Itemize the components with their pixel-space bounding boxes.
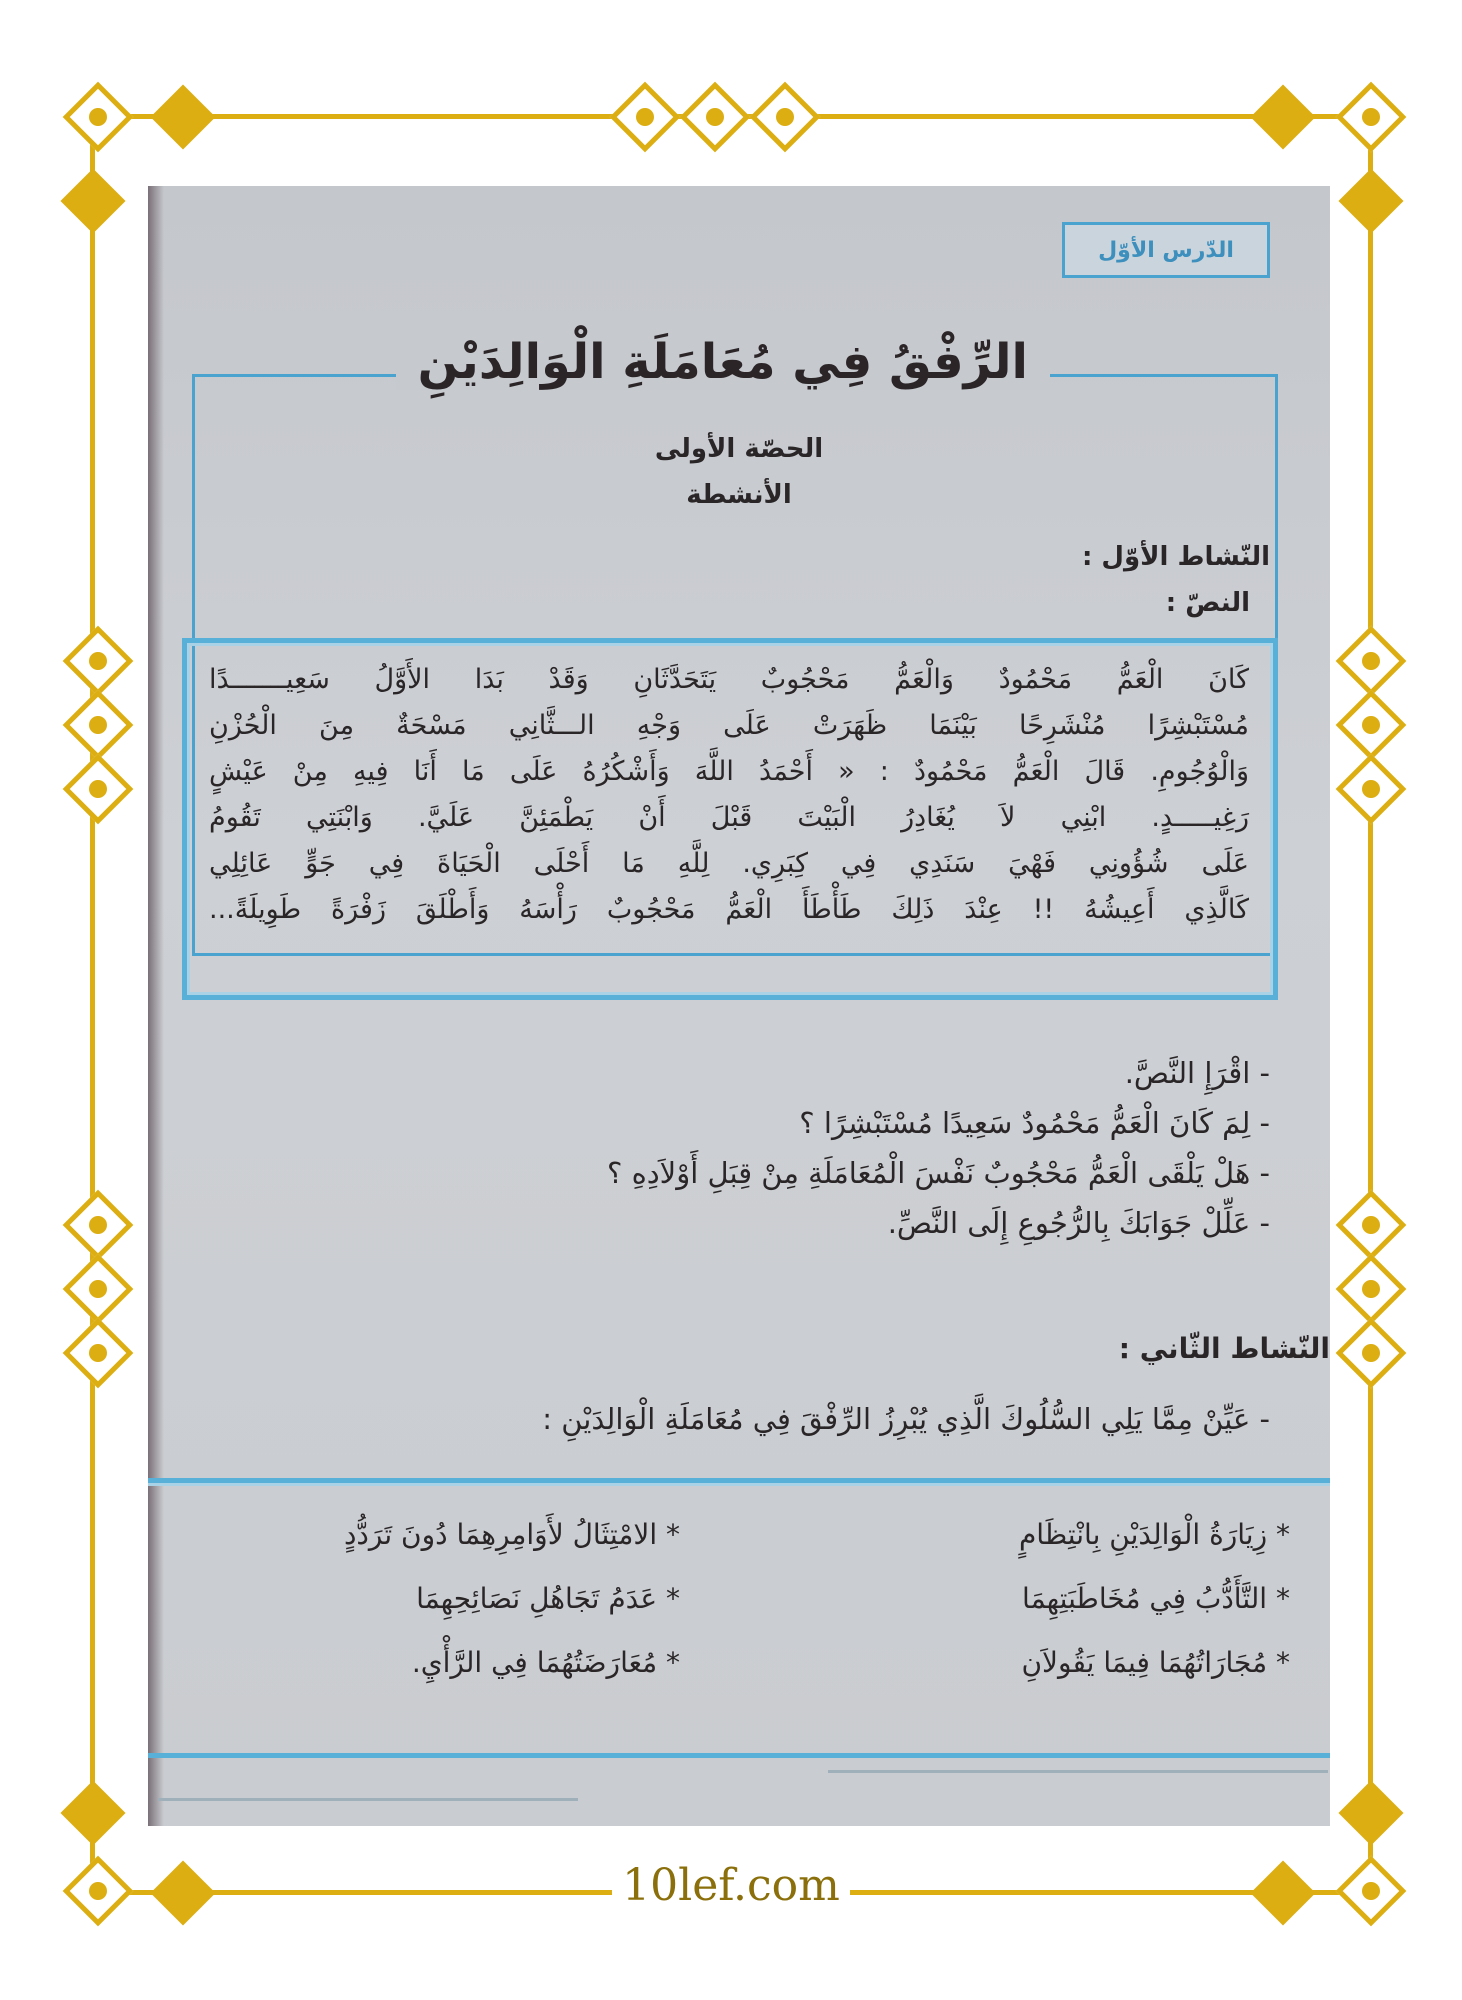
text-label: النصّ :: [1165, 588, 1250, 618]
question-item: - عَلِّلْ جَوَابَكَ بِالرُّجُوعِ إِلَى النَّصِّ.: [887, 1206, 1270, 1240]
frame-ornament-icon: [63, 626, 134, 697]
passage-line: عَلَى شُؤُونِي فَهْيَ سَنَدِي فِي كِبَرِي. لِلَّهِ مَا أَحْلَى الْحَيَاةَ فِي جَوٍّ عَائِلِي: [209, 848, 1249, 879]
question-item: - هَلْ يَلْقَى الْعَمُّ مَحْجُوبٌ نَفْسَ الْمُعَامَلَةِ مِنْ قِبَلِ أَوْلاَدِهِ ؟: [606, 1156, 1270, 1190]
frame-diamond-icon: [1250, 84, 1315, 149]
frame-ornament-icon: [63, 1318, 134, 1389]
site-watermark-text: 10lef.com: [612, 1860, 850, 1911]
session-label: الحصّة الأولى: [654, 434, 824, 464]
lesson-title: الرِّفْقُ فِي مُعَامَلَةِ الْوَالِدَيْنِ: [396, 334, 1050, 390]
frame-diamond-icon: [150, 84, 215, 149]
frame-ornament-icon: [63, 1190, 134, 1261]
behavior-item: * التَّأَدُّبُ فِي مُخَاطَبَتِهِمَا: [1022, 1582, 1290, 1615]
frame-diamond-icon: [60, 1780, 125, 1845]
frame-diamond-icon: [1338, 1780, 1403, 1845]
behavior-item: * الامْتِثَالُ لأَوَامِرِهِمَا دُونَ تَرَدُّدٍ: [343, 1518, 680, 1551]
textbook-page: [148, 186, 1330, 1826]
question-item: - اقْرَإِ النَّصَّ.: [1124, 1056, 1270, 1090]
frame-diamond-icon: [1338, 168, 1403, 233]
passage-line: كَالَّذِي أَعِيشُهُ !! عِنْدَ ذَلِكَ طَأْطَأَ الْعَمُّ مَحْجُوبٌ رَأْسَهُ وَأَطْلَقَ زَفْرَةً طَوِيلَةً...: [209, 894, 1249, 925]
behavior-item: * عَدَمُ تَجَاهُلِ نَصَائِحِهِمَا: [416, 1582, 680, 1615]
behaviors-box: [148, 1478, 1330, 1758]
passage-line: وَالْوُجُومِ. قَالَ الْعَمُّ مَحْمُودٌ : « أَحْمَدُ اللَّهَ وَأَشْكُرُهُ عَلَى مَا أَنَا فِيهِ مِنْ عَيْشٍ: [209, 756, 1249, 787]
lesson-tag-label: الدّرس الأوّل: [1098, 237, 1234, 263]
frame-ornament-icon: [63, 1254, 134, 1325]
frame-ornament-icon: [1336, 1318, 1407, 1389]
behaviors-left-column: [160, 1503, 680, 1695]
passage-box: [182, 638, 1278, 1000]
passage-line: كَانَ الْعَمُّ مَحْمُودٌ وَالْعَمُّ مَحْجُوبٌ يَتَحَدَّثَانِ وَقَدْ بَدَا الأَوَّلُ سَعِيـــــــدًا: [209, 664, 1249, 695]
frame-diamond-icon: [60, 168, 125, 233]
behavior-item: * مُعَارَضَتُهُمَا فِي الرَّأْيِ.: [411, 1646, 680, 1679]
site-watermark: [0, 1860, 1462, 1911]
frame-ornament-icon: [1336, 626, 1407, 697]
passage-line: مُسْتَبْشِرًا مُنْشَرِحًا بَيْنَمَا ظَهَرَتْ عَلَى وَجْهِ الـــثَّانِي مَسْحَةٌ مِنَ الْحُزْنِ: [209, 710, 1249, 741]
divider: [828, 1770, 1328, 1773]
frame-ornament-icon: [1336, 82, 1407, 153]
frame-ornament-icon: [1336, 1254, 1407, 1325]
question-list: [270, 1048, 1270, 1248]
frame-ornament-icon: [750, 82, 821, 153]
frame-ornament-icon: [680, 82, 751, 153]
frame-ornament-icon: [1336, 1190, 1407, 1261]
frame-ornament-icon: [63, 690, 134, 761]
behavior-item: * مُجَارَاتُهُمَا فِيمَا يَقُولاَنِ: [1021, 1646, 1290, 1679]
activity-two-instruction: - عَيِّنْ مِمَّا يَلِي السُّلُوكَ الَّذِي يُبْرِزُ الرِّفْقَ فِي مُعَامَلَةِ الْوَالِدَيْنِ :: [542, 1402, 1270, 1436]
lesson-tag: [1062, 222, 1270, 278]
frame-ornament-icon: [1336, 690, 1407, 761]
activity-one-label: النّشاط الأوّل :: [1081, 542, 1270, 572]
divider: [158, 1798, 578, 1801]
passage-line: رَغِيـــــدٍ. ابْنِي لاَ يُغَادِرُ الْبَيْتَ قَبْلَ أَنْ يَطْمَئِنَّ عَلَيَّ. وَابْنَتِي تَقُومُ: [209, 802, 1249, 833]
behaviors-right-column: [770, 1503, 1290, 1695]
question-item: - لِمَ كَانَ الْعَمُّ مَحْمُودٌ سَعِيدًا مُسْتَبْشِرًا ؟: [799, 1106, 1270, 1140]
frame-ornament-icon: [1336, 754, 1407, 825]
frame-ornament-icon: [63, 754, 134, 825]
activities-heading: الأنشطة: [686, 480, 792, 510]
frame-ornament-icon: [610, 82, 681, 153]
activity-two-label: النّشاط الثّاني :: [1118, 1332, 1330, 1365]
frame-ornament-icon: [63, 82, 134, 153]
behavior-item: * زِيَارَةُ الْوَالِدَيْنِ بِانْتِظَامٍ: [1018, 1518, 1290, 1551]
